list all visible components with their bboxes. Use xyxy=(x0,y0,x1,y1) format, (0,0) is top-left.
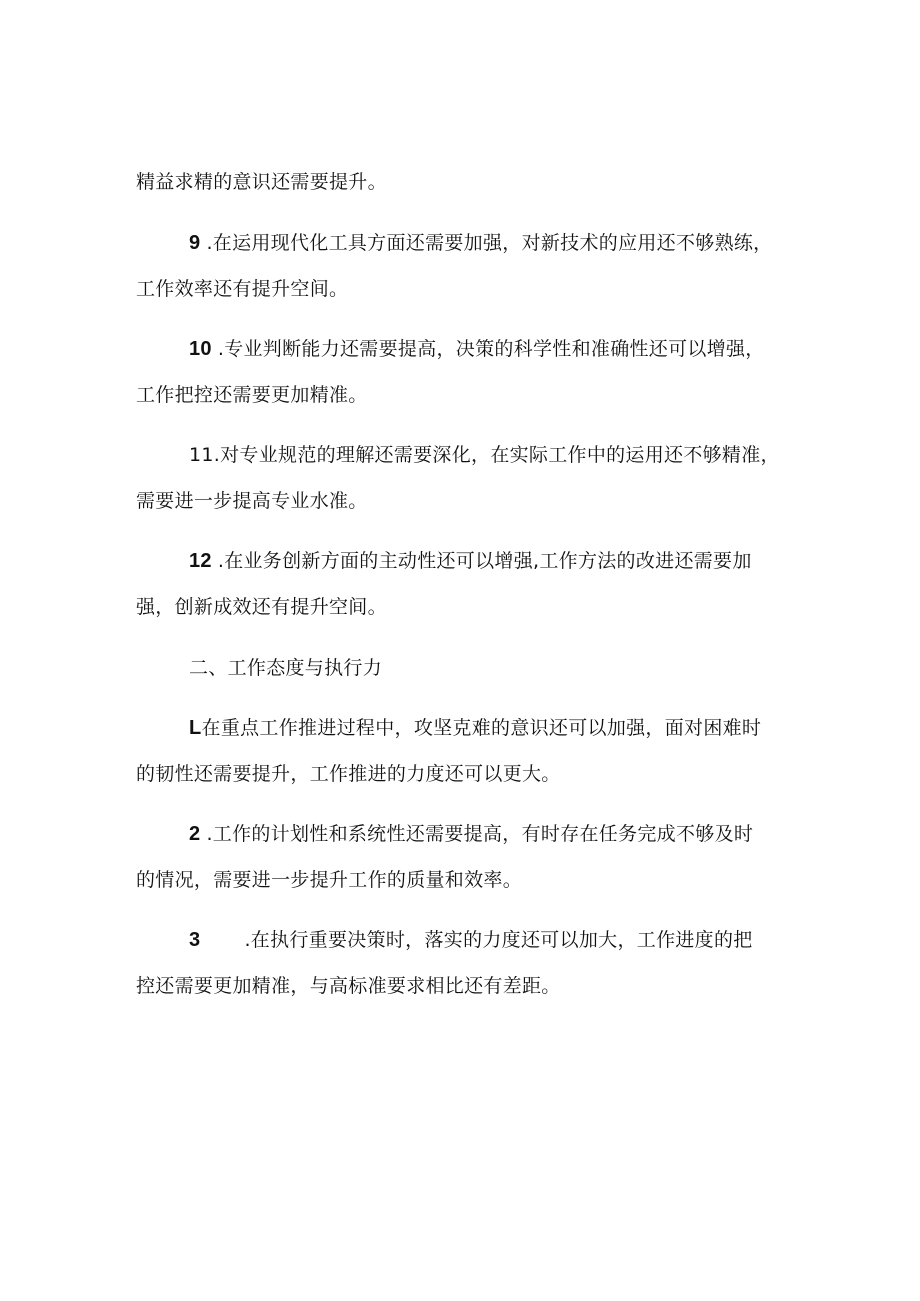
text-line: .在业务创新方面的主动性还可以增强,工作方法的改进还需要加 xyxy=(217,550,752,572)
text-line: 控还需要更加精准，与高标准要求相比还有差距。 xyxy=(136,975,561,997)
text-line: .在运用现代化工具方面还需要加强，对新技术的应用还不够熟练， xyxy=(206,232,773,254)
text-line: 需要进一步提高专业水准。 xyxy=(136,490,368,512)
paragraph-11-line-1 xyxy=(189,443,780,467)
item-number: 3 xyxy=(189,929,201,951)
section-item-2-line-2 xyxy=(136,868,522,892)
paragraph-10-line-2 xyxy=(136,383,368,407)
section-item-2-line-1 xyxy=(189,822,753,846)
item-number: 12 xyxy=(189,550,212,572)
section-title: 二、工作态度与执行力 xyxy=(189,657,383,679)
paragraph-9-line-1 xyxy=(189,231,772,255)
paragraph-12-line-2 xyxy=(136,595,387,619)
paragraph-11-line-2 xyxy=(136,489,368,513)
text-line: .工作的计划性和系统性还需要提高，有时存在任务完成不够及时 xyxy=(206,823,754,845)
text-line: 11.对专业规范的理解还需要深化，在实际工作中的运用还不够精准， xyxy=(189,444,780,466)
item-number: 10 xyxy=(189,338,212,360)
text-line: .专业判断能力还需要提高，决策的科学性和准确性还可以增强， xyxy=(217,338,765,360)
text-line: .在执行重要决策时，落实的力度还可以加大，工作进度的把 xyxy=(244,929,753,951)
section-item-3-line-1 xyxy=(189,928,753,952)
text-line: 强，创新成效还有提升空间。 xyxy=(136,596,387,618)
paragraph-10-line-1 xyxy=(189,337,765,361)
paragraph-continuation xyxy=(136,170,387,194)
section-item-3-line-2 xyxy=(136,974,561,998)
text-line: 工作效率还有提升空间。 xyxy=(136,278,349,300)
text-line: 在重点工作推进过程中，攻坚克难的意识还可以加强，面对困难时 xyxy=(201,717,762,739)
section-heading xyxy=(189,656,382,680)
paragraph-9-line-2 xyxy=(136,277,348,301)
text-line: 的情况，需要进一步提升工作的质量和效率。 xyxy=(136,869,523,891)
text-line: 工作把控还需要更加精准。 xyxy=(136,384,368,406)
item-number: L xyxy=(189,717,202,739)
text-line: 的韧性还需要提升，工作推进的力度还可以更大。 xyxy=(136,763,561,785)
section-item-1-line-2 xyxy=(136,762,561,786)
text-line: 精益求精的意识还需要提升。 xyxy=(136,171,387,193)
paragraph-12-line-1 xyxy=(189,549,752,573)
item-number: 9 xyxy=(189,232,201,254)
item-number: 2 xyxy=(189,823,201,845)
section-item-1-line-1 xyxy=(189,716,761,740)
